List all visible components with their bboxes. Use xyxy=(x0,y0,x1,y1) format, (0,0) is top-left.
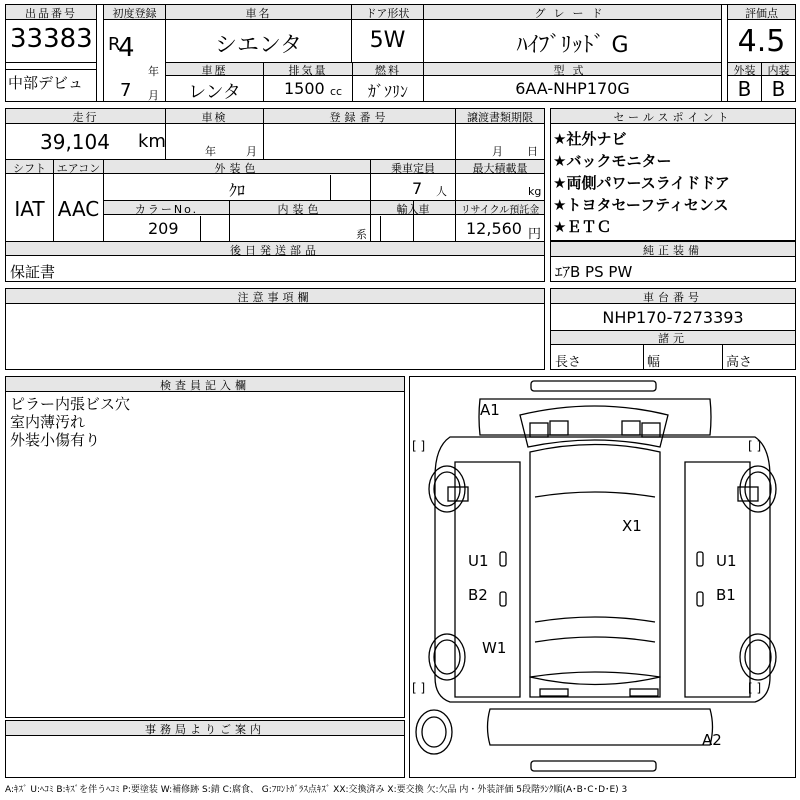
era: R xyxy=(108,34,121,55)
notes-label: 注意事項欄 xyxy=(237,291,313,304)
color-no: 209 xyxy=(148,219,179,238)
length-label: 長さ xyxy=(555,355,582,370)
capacity-label: 乗車定員 xyxy=(391,162,435,175)
grade: ﾊｲﾌﾞﾘｯﾄﾞ G xyxy=(516,33,629,58)
spare-wheel-inner xyxy=(422,717,446,747)
rear-bumper-bottom xyxy=(531,761,656,771)
ac-label: エアコン xyxy=(56,162,101,175)
equipment-label: 純正装備 xyxy=(643,244,703,257)
car-name-label: 車名 xyxy=(245,7,272,20)
sales-points-label: セールスポイント xyxy=(613,111,733,124)
mark-b1: B1 xyxy=(716,586,736,604)
inspector-line-3: 外装小傷有り xyxy=(10,431,101,449)
transfer-month-unit: 月 xyxy=(492,145,503,158)
mileage-label: 走行 xyxy=(72,111,99,124)
displacement-unit: cc xyxy=(330,85,343,98)
door-handle-right-rear xyxy=(697,592,703,606)
fuel-label: 燃料 xyxy=(375,64,401,77)
equipment-value: ｴｱB PS PW xyxy=(555,263,633,281)
debut-label: 中部デビュ xyxy=(8,74,84,92)
displacement-label: 排気量 xyxy=(288,64,328,77)
office-label: 事務局よりご案内 xyxy=(145,723,265,736)
mark-u1-right: U1 xyxy=(716,552,737,570)
front-bumper-top xyxy=(531,381,656,391)
later-parts-label: 後日発送部品 xyxy=(230,244,320,257)
int-grade: B xyxy=(771,77,786,101)
rear-bumper xyxy=(488,709,713,745)
inspection-month-unit: 月 xyxy=(246,145,257,158)
int-color-label: 内装色 xyxy=(277,203,323,216)
mark-b2: B2 xyxy=(468,586,488,604)
width-label: 幅 xyxy=(647,355,661,370)
sales-point-5: ★ＥＴＣ xyxy=(553,218,612,236)
wheel-front-left-inner xyxy=(434,472,460,506)
recycle-unit: 円 xyxy=(528,227,542,242)
inspector-line-1: ピラー内張ビス穴 xyxy=(10,395,131,413)
door-type: 5W xyxy=(369,28,406,53)
displacement: 1500 xyxy=(284,79,325,98)
sales-point-2: ★バックモニター xyxy=(553,152,672,170)
first-reg-year: 4 xyxy=(118,33,135,63)
month-unit: 月 xyxy=(148,89,159,102)
color-no-label: カラーNo. xyxy=(134,203,199,216)
reg-no-label: 登録番号 xyxy=(329,111,390,124)
door-label: ドア形状 xyxy=(365,7,410,20)
shift-label: シフト xyxy=(13,162,46,175)
bonnet-outline xyxy=(479,399,711,435)
mileage-unit: km xyxy=(138,131,166,152)
max-load-unit: kg xyxy=(528,185,542,198)
mileage: 39,104 xyxy=(40,130,110,154)
int-label: 内装 xyxy=(767,64,790,77)
score-label: 評価点 xyxy=(745,7,778,20)
inspector-line-2: 室内薄汚れ xyxy=(10,413,86,431)
wheel-rear-left-inner xyxy=(434,640,460,674)
roof xyxy=(530,445,660,685)
car-diagram-svg xyxy=(410,377,795,777)
inspection-year-unit: 年 xyxy=(205,145,216,158)
inspection-label: 車検 xyxy=(201,111,228,124)
later-parts-value: 保証書 xyxy=(10,263,56,281)
ext-label: 外装 xyxy=(733,64,756,77)
model-label: 型式 xyxy=(553,64,592,77)
ext-color-label: 外装色 xyxy=(214,162,260,175)
wiper-mid-left xyxy=(550,421,568,435)
bracket-front-right: [ ] xyxy=(748,439,762,453)
fuel: ｶﾞｿﾘﾝ xyxy=(367,82,408,101)
mark-x1: X1 xyxy=(622,517,642,535)
ext-grade: B xyxy=(737,77,752,101)
car-name: シエンタ xyxy=(214,33,303,58)
mark-a1: A1 xyxy=(480,401,500,419)
door-handle-left-rear xyxy=(500,592,506,606)
wheel-rear-right-inner xyxy=(745,640,771,674)
model: 6AA-NHP170G xyxy=(515,79,630,98)
capacity-unit: 人 xyxy=(436,185,447,198)
recycle: 12,560 xyxy=(466,219,522,238)
lot-no: 33383 xyxy=(10,24,93,54)
ext-color: ｸﾛ xyxy=(228,181,245,200)
lot-no-label: 出品番号 xyxy=(25,7,77,20)
bracket-rear-right: [ ] xyxy=(748,681,762,695)
score: 4.5 xyxy=(737,24,786,59)
max-load-label: 最大積載量 xyxy=(472,162,528,175)
year-unit: 年 xyxy=(148,65,159,78)
rear-lamp-right xyxy=(630,689,658,696)
door-handle-left-front xyxy=(500,552,506,566)
recycle-label: リサイクル預託金 xyxy=(460,205,540,216)
first-reg-month: 7 xyxy=(120,80,132,101)
wiper-mid-right xyxy=(622,421,640,435)
inspector-label: 検査員記入欄 xyxy=(160,379,250,392)
door-handle-right-front xyxy=(697,552,703,566)
rear-lamp-left xyxy=(540,689,568,696)
mark-w1: W1 xyxy=(482,639,507,657)
roof-line-1 xyxy=(535,492,655,497)
sales-point-1: ★社外ナビ xyxy=(553,130,627,148)
sales-point-4: ★トヨタセーフティセンス xyxy=(553,196,729,214)
capacity: 7 xyxy=(412,179,423,198)
chassis-number: NHP170-7273393 xyxy=(602,308,744,327)
ac: AAC xyxy=(57,197,100,221)
windshield xyxy=(520,406,668,447)
damage-diagram xyxy=(409,376,796,778)
transfer-label: 譲渡書類期限 xyxy=(467,111,533,124)
grade-label: グレード xyxy=(534,7,611,20)
transfer-day-unit: 日 xyxy=(527,145,538,158)
first-reg-label: 初度登録 xyxy=(112,7,157,20)
height-label: 高さ xyxy=(726,355,753,370)
damage-legend: A:ｷｽﾞ U:ﾍｺﾐ B:ｷｽﾞを伴うﾍｺﾐ P:要塗装 W:補修跡 S:錆 C:腐食、 G:ﾌﾛﾝﾄｶﾞﾗｽ点ｷｽﾞ XX:交換済み X:要交換 欠:欠品 内・外装評価 5段階ﾗﾝｸ順(A･B･C･D･E) 3 xyxy=(5,785,628,795)
bracket-rear-left: [ ] xyxy=(412,681,426,695)
history: レンタ xyxy=(188,82,241,103)
dims-label: 諸元 xyxy=(658,332,688,345)
mark-u1-left: U1 xyxy=(468,552,489,570)
roof-line-2 xyxy=(535,617,655,622)
shift: IAT xyxy=(14,197,45,221)
chassis-label: 車台番号 xyxy=(643,291,703,304)
history-label: 車歴 xyxy=(201,64,228,77)
int-color-unit: 系 xyxy=(356,228,367,241)
bracket-front-left: [ ] xyxy=(412,439,426,453)
mark-a2: A2 xyxy=(702,731,722,749)
import-label: 輸入車 xyxy=(396,203,430,216)
roof-line-3 xyxy=(535,637,655,642)
sales-point-3: ★両側パワースライドドア xyxy=(553,174,730,192)
